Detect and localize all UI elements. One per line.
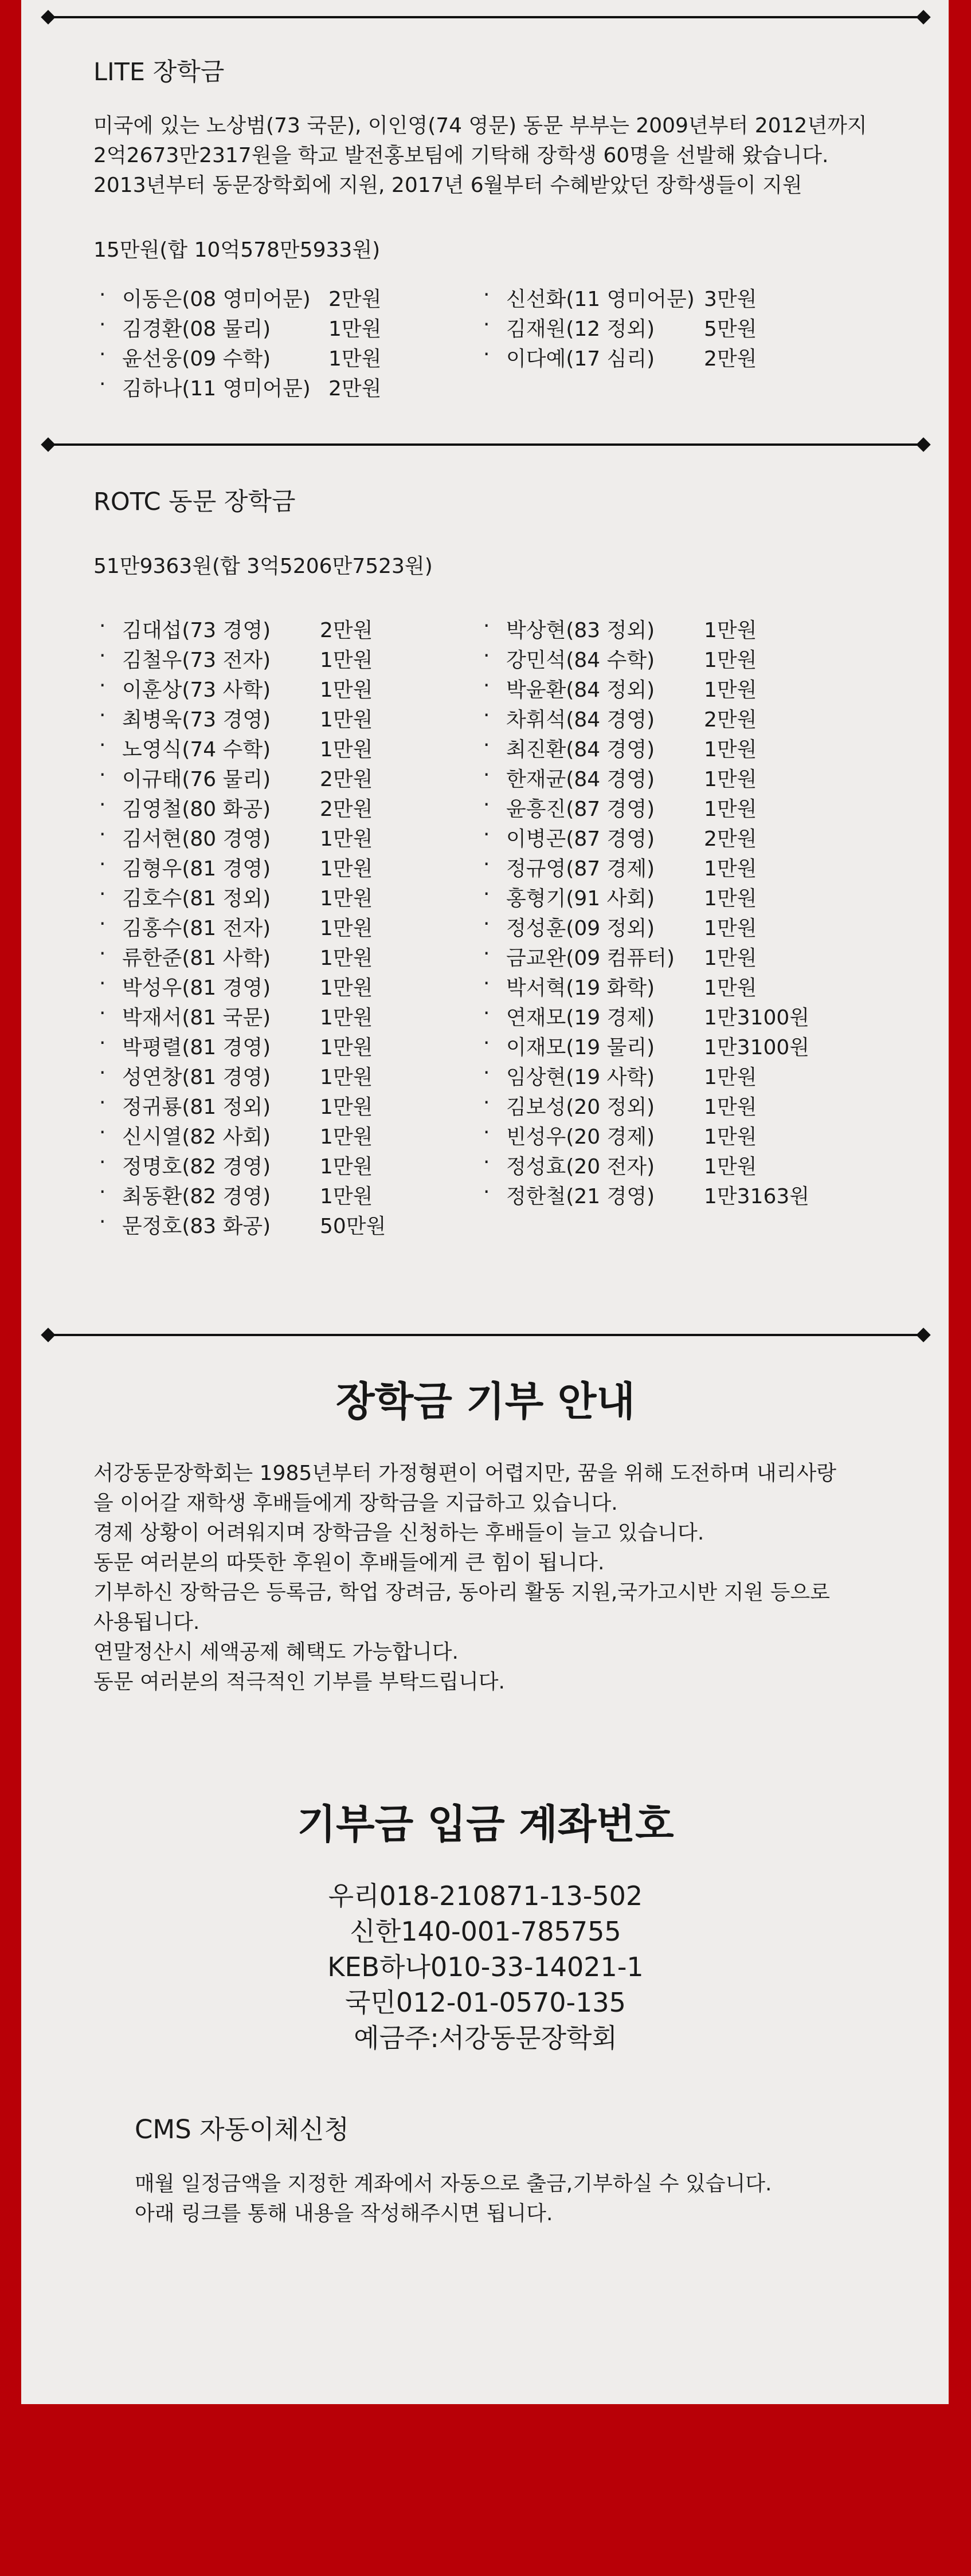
donor-name: 이다예(17 심리) xyxy=(506,347,655,371)
bullet-icon: · xyxy=(483,1091,490,1114)
bullet-icon: · xyxy=(99,614,106,638)
donor-name: 강민석(84 수학) xyxy=(506,649,655,672)
bullet-icon: · xyxy=(483,793,490,816)
donor-name: 최병욱(73 경영) xyxy=(122,708,271,732)
donor-name: 김형우(81 경영) xyxy=(122,857,271,881)
donor-amount: 1만원 xyxy=(704,857,757,881)
bullet-icon: · xyxy=(99,644,106,667)
cms-title: CMS 자동이체신청 xyxy=(135,2114,349,2145)
bullet-icon: · xyxy=(483,823,490,846)
bullet-icon: · xyxy=(99,823,106,846)
donor-name: 빈성우(20 경제) xyxy=(506,1125,655,1149)
account-title: 기부금 입금 계좌번호 xyxy=(297,1801,674,1848)
bullet-icon: · xyxy=(483,942,490,965)
donor-name: 김홍수(81 전자) xyxy=(122,917,271,940)
donor-amount: 1만3100원 xyxy=(704,1036,810,1059)
bullet-icon: · xyxy=(483,1061,490,1085)
donor-amount: 1만원 xyxy=(320,1006,373,1030)
lite-section-title: LITE 장학금 xyxy=(93,58,225,87)
donation-guide-body: 서강동문장학회는 1985년부터 가정형편이 어렵지만, 꿈을 위해 도전하며 내리사랑 을 이어갈 재학생 후배들에게 장학금을 지급하고 있습니다. 경제 상황이 어려워지며 장학금을 신청하는 후배들이 늘고 있습니다. 동문 여러분의 따뜻한 후원이 후배들에게 큰 힘이 됩니다. 기부하신 장학금은 등록금, 학업 장려금, 동아리 활동 지원,국가고시반 지원 등으로 사용됩니다. 연말정산시 세액공제 혜택도 가능합니다. 동문 여러분의 적극적인 기부를 부탁드립니다. xyxy=(93,1462,836,1694)
donor-name: 신선화(11 영미어문) xyxy=(506,288,695,311)
section-divider xyxy=(43,438,929,451)
donor-name: 정규영(87 경제) xyxy=(506,857,655,881)
bullet-icon: · xyxy=(99,882,106,906)
donor-amount: 1만원 xyxy=(704,798,757,821)
donor-amount: 1만원 xyxy=(320,887,373,910)
account-line-shinhan: 신한140-001-785755 xyxy=(350,1916,621,1947)
donor-name: 김영철(80 화공) xyxy=(122,798,271,821)
donor-name: 정성훈(09 정외) xyxy=(506,917,655,940)
bullet-icon: · xyxy=(99,1210,106,1234)
donor-amount: 1만원 xyxy=(704,947,757,970)
donor-name: 김하나(11 영미어문) xyxy=(122,377,311,400)
donor-name: 금교완(09 컴퓨터) xyxy=(506,947,675,970)
donor-name: 김보성(20 정외) xyxy=(506,1095,655,1119)
donor-name: 김철우(73 전자) xyxy=(122,649,271,672)
diamond-icon xyxy=(916,437,930,451)
section-divider xyxy=(43,10,929,24)
bullet-icon: · xyxy=(483,912,490,936)
lite-description: 미국에 있는 노상범(73 국문), 이인영(74 영문) 동문 부부는 2009년부터 2012년까지 2억2673만2317원을 학교 발전홍보팀에 기탁해 장학생 60명을 선발해 왔습니다. 2013년부터 동문장학회에 지원, 2017년 6월부터 수혜받았던 장학생들이 지원 xyxy=(93,114,867,197)
bullet-icon: · xyxy=(483,283,490,307)
donor-amount: 1만원 xyxy=(320,1066,373,1089)
bullet-icon: · xyxy=(99,942,106,965)
donor-amount: 1만원 xyxy=(704,649,757,672)
donor-amount: 1만원 xyxy=(320,649,373,672)
donor-amount: 1만원 xyxy=(704,887,757,910)
bullet-icon: · xyxy=(483,853,490,876)
donor-amount: 1만원 xyxy=(320,1036,373,1059)
diamond-icon xyxy=(916,1328,930,1342)
donation-guide-title: 장학금 기부 안내 xyxy=(335,1378,636,1425)
donor-amount: 1만원 xyxy=(320,708,373,732)
bullet-icon: · xyxy=(99,313,106,336)
rotc-section-title: ROTC 동문 장학금 xyxy=(93,488,296,516)
donor-amount: 1만원 xyxy=(704,619,757,642)
donor-amount: 50만원 xyxy=(320,1215,386,1238)
donor-amount: 1만원 xyxy=(704,917,757,940)
donor-amount: 2만원 xyxy=(704,827,757,851)
donor-name: 류한준(81 사학) xyxy=(122,947,271,970)
donor-name: 홍형기(91 사회) xyxy=(506,887,655,910)
bullet-icon: · xyxy=(483,1180,490,1204)
donor-name: 이동은(08 영미어문) xyxy=(122,288,311,311)
donor-amount: 1만원 xyxy=(320,1125,373,1149)
bullet-icon: · xyxy=(99,372,106,396)
donor-amount: 1만3100원 xyxy=(704,1006,810,1030)
bullet-icon: · xyxy=(99,674,106,697)
account-line-kookmin: 국민012-01-0570-135 xyxy=(345,1987,626,2018)
donor-name: 이재모(19 물리) xyxy=(506,1036,655,1059)
donor-amount: 1만원 xyxy=(704,976,757,1000)
donor-amount: 2만원 xyxy=(328,377,382,400)
donor-name: 윤선웅(09 수학) xyxy=(122,347,271,371)
donor-amount: 1만원 xyxy=(704,738,757,761)
donor-name: 노영식(74 수학) xyxy=(122,738,271,761)
lite-total: 15만원(합 10억578만5933원) xyxy=(93,238,381,262)
donor-name: 정한철(21 경영) xyxy=(506,1185,655,1208)
donor-amount: 2만원 xyxy=(320,768,373,791)
bullet-icon: · xyxy=(483,1121,490,1144)
bullet-icon: · xyxy=(483,972,490,995)
bullet-icon: · xyxy=(483,313,490,336)
donor-amount: 1만원 xyxy=(328,317,382,341)
donor-name: 박상현(83 정외) xyxy=(506,619,655,642)
donor-name: 박재서(81 국문) xyxy=(122,1006,271,1030)
donor-name: 박서혁(19 화학) xyxy=(506,976,655,1000)
bullet-icon: · xyxy=(483,733,490,757)
donor-name: 이훈상(73 사학) xyxy=(122,678,271,702)
cms-description: 매월 일정금액을 지정한 계좌에서 자동으로 출금,기부하실 수 있습니다. 아래 링크를 통해 내용을 작성해주시면 됩니다. xyxy=(135,2172,772,2225)
donor-name: 정귀룡(81 정외) xyxy=(122,1095,271,1119)
donor-amount: 1만원 xyxy=(320,1095,373,1119)
donor-name: 김대섭(73 경영) xyxy=(122,619,271,642)
donor-name: 이규태(76 물리) xyxy=(122,768,271,791)
donor-amount: 1만원 xyxy=(320,1155,373,1179)
donor-amount: 5만원 xyxy=(704,317,757,341)
bullet-icon: · xyxy=(99,733,106,757)
donor-name: 최동환(82 경영) xyxy=(122,1185,271,1208)
donor-amount: 1만원 xyxy=(320,1185,373,1208)
donor-amount: 1만원 xyxy=(704,1066,757,1089)
bullet-icon: · xyxy=(99,793,106,816)
donor-amount: 2만원 xyxy=(328,288,382,311)
donor-amount: 1만원 xyxy=(704,1155,757,1179)
donor-amount: 1만원 xyxy=(320,738,373,761)
donor-amount: 2만원 xyxy=(704,708,757,732)
donor-name: 윤흥진(87 경영) xyxy=(506,798,655,821)
donor-name: 성연창(81 경영) xyxy=(122,1066,271,1089)
donor-name: 신시열(82 사회) xyxy=(122,1125,271,1149)
donor-name: 한재균(84 경영) xyxy=(506,768,655,791)
diamond-icon xyxy=(916,10,930,24)
bullet-icon: · xyxy=(99,912,106,936)
donor-name: 정성효(20 전자) xyxy=(506,1155,655,1179)
section-divider xyxy=(43,1328,929,1342)
donor-amount: 1만원 xyxy=(704,1125,757,1149)
donor-amount: 2만원 xyxy=(320,798,373,821)
bullet-icon: · xyxy=(99,1031,106,1055)
bullet-icon: · xyxy=(483,644,490,667)
bullet-icon: · xyxy=(99,1002,106,1025)
donor-amount: 1만원 xyxy=(704,1095,757,1119)
bullet-icon: · xyxy=(99,1150,106,1174)
bullet-icon: · xyxy=(99,853,106,876)
bullet-icon: · xyxy=(483,1002,490,1025)
bullet-icon: · xyxy=(99,1091,106,1114)
donor-amount: 1만원 xyxy=(704,768,757,791)
bullet-icon: · xyxy=(483,614,490,638)
donor-name: 박평렬(81 경영) xyxy=(122,1036,271,1059)
account-line-keb-hana: KEB하나010-33-14021-1 xyxy=(327,1951,644,1982)
donor-name: 김재원(12 정외) xyxy=(506,317,655,341)
donor-name: 김서현(80 경영) xyxy=(122,827,271,851)
donor-amount: 1만원 xyxy=(320,678,373,702)
donor-name: 문정호(83 화공) xyxy=(122,1215,271,1238)
rotc-total: 51만9363원(합 3억5206만7523원) xyxy=(93,555,433,578)
bullet-icon: · xyxy=(483,343,490,366)
donor-amount: 2만원 xyxy=(320,619,373,642)
account-holder: 예금주:서강동문장학회 xyxy=(354,2023,617,2053)
bullet-icon: · xyxy=(483,763,490,787)
bullet-icon: · xyxy=(483,882,490,906)
bullet-icon: · xyxy=(99,1061,106,1085)
bullet-icon: · xyxy=(99,972,106,995)
donor-name: 정명호(82 경영) xyxy=(122,1155,271,1179)
bullet-icon: · xyxy=(483,674,490,697)
donor-amount: 1만원 xyxy=(320,947,373,970)
donor-amount: 3만원 xyxy=(704,288,757,311)
bullet-icon: · xyxy=(99,763,106,787)
donor-amount: 1만원 xyxy=(320,917,373,940)
donor-name: 이병곤(87 경영) xyxy=(506,827,655,851)
donor-amount: 1만원 xyxy=(320,857,373,881)
donor-name: 박윤환(84 정외) xyxy=(506,678,655,702)
donor-amount: 1만3163원 xyxy=(704,1185,810,1208)
donor-amount: 1만원 xyxy=(320,827,373,851)
donor-name: 박성우(81 경영) xyxy=(122,976,271,1000)
donor-amount: 1만원 xyxy=(320,976,373,1000)
donor-name: 최진환(84 경영) xyxy=(506,738,655,761)
donor-amount: 1만원 xyxy=(328,347,382,371)
bullet-icon: · xyxy=(483,1031,490,1055)
bullet-icon: · xyxy=(99,283,106,307)
account-line-woori: 우리018-210871-13-502 xyxy=(328,1880,643,1911)
bullet-icon: · xyxy=(99,1121,106,1144)
bullet-icon: · xyxy=(99,704,106,727)
donor-name: 임상현(19 사학) xyxy=(506,1066,655,1089)
donor-amount: 2만원 xyxy=(704,347,757,371)
donor-name: 김호수(81 정외) xyxy=(122,887,271,910)
bullet-icon: · xyxy=(99,1180,106,1204)
donor-amount: 1만원 xyxy=(704,678,757,702)
donor-name: 연재모(19 경제) xyxy=(506,1006,655,1030)
donor-name: 차휘석(84 경영) xyxy=(506,708,655,732)
bullet-icon: · xyxy=(99,343,106,366)
bullet-icon: · xyxy=(483,704,490,727)
bullet-icon: · xyxy=(483,1150,490,1174)
donor-name: 김경환(08 물리) xyxy=(122,317,271,341)
